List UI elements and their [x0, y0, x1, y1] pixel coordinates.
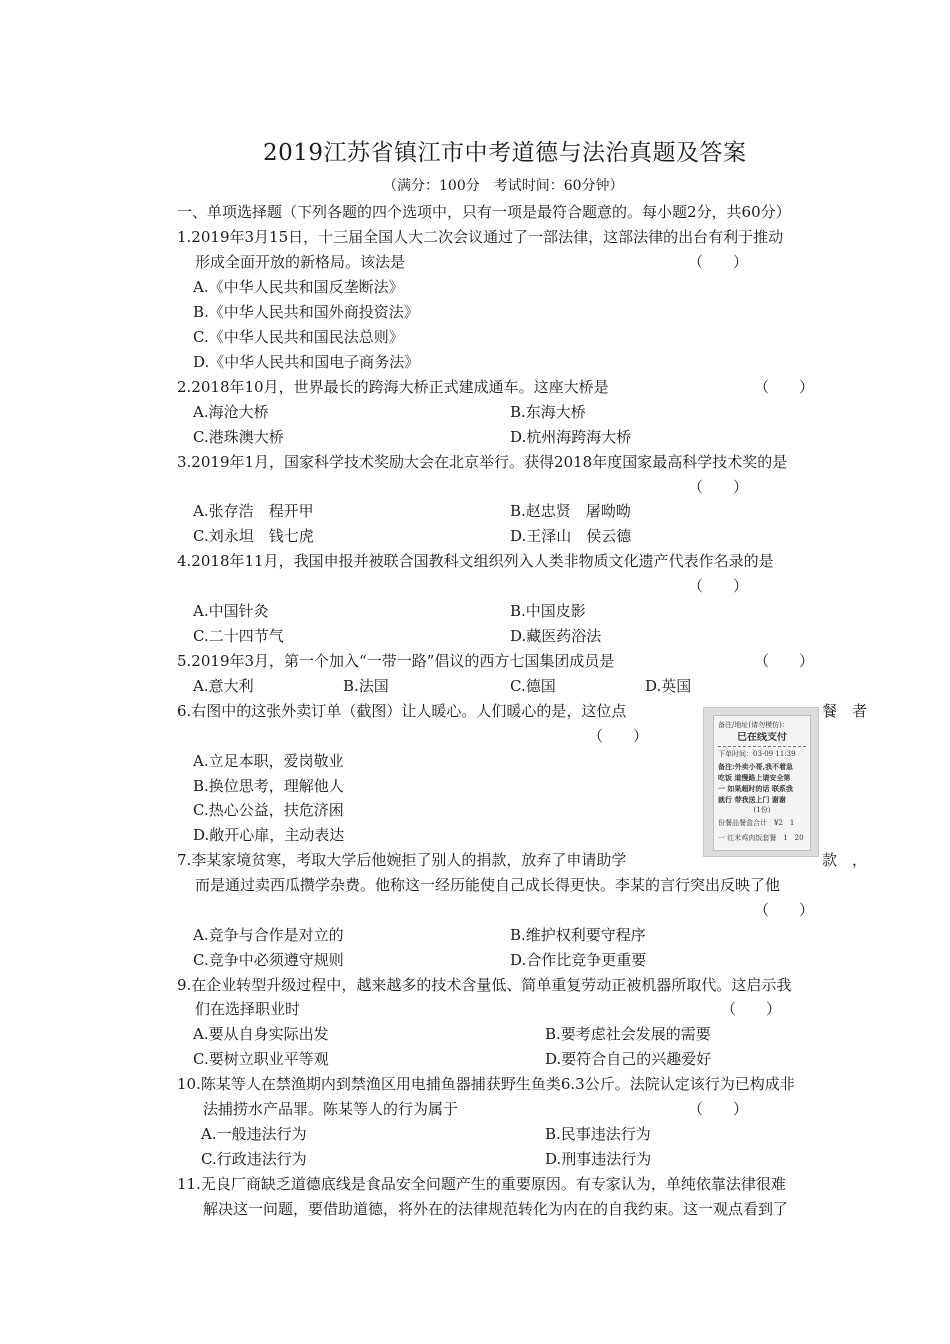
- answer-bracket: （ ）: [754, 901, 815, 919]
- option: C.竞争中必须遵守规则: [193, 951, 344, 969]
- option: C.要树立职业平等观: [193, 1050, 329, 1068]
- question-text: 4.2018年11月，我国申报并被联合国教科文组织列入人类非物质文化遗产代表作名录的是: [177, 552, 774, 570]
- option: A.中国针灸: [193, 602, 269, 620]
- delivery-order-photo: [703, 707, 819, 857]
- receipt-line: 备注/地址(请勿模仿)：: [718, 721, 789, 729]
- question-text: 6.右图中的这张外卖订单（截图）让人暖心。人们暖心的是，这位点: [177, 702, 627, 720]
- option: D.《中华人民共和国电子商务法》: [193, 353, 420, 371]
- option: B.换位思考，理解他人: [193, 777, 344, 795]
- page-title: 2019江苏省镇江市中考道德与法治真题及答案: [263, 140, 747, 166]
- question-text: 解决这一问题，要借助道德，将外在的法律规范转化为内在的自我约束。这一观点看到了: [203, 1200, 789, 1218]
- receipt-line: 吃饭 道慢路上请安全第: [718, 773, 791, 782]
- question-text: 餐 者: [822, 702, 868, 720]
- option: D.王泽山 侯云德: [510, 527, 632, 545]
- exam-info: （满分：100分 考试时间：60分钟）: [383, 178, 624, 194]
- question-text: 款 ，: [822, 851, 868, 869]
- option: B.维护权利要守程序: [510, 926, 646, 944]
- option: C.刘永坦 钱七虎: [193, 527, 314, 545]
- receipt-line: 就行 带我送上门 谢谢: [718, 795, 786, 804]
- question-text: 5.2019年3月，第一个加入“一带一路”倡议的西方七国集团成员是: [177, 652, 615, 670]
- option: B.中国皮影: [510, 602, 586, 620]
- answer-bracket: （ ）: [688, 1100, 749, 1118]
- option: C.行政违法行为: [201, 1150, 307, 1168]
- option: A.意大利: [193, 677, 254, 695]
- receipt-line: 下单时间：03-09 11:39: [718, 750, 796, 758]
- option: C.《中华人民共和国民法总则》: [193, 328, 404, 346]
- option: B.《中华人民共和国外商投资法》: [193, 303, 419, 321]
- option: A.海沧大桥: [193, 403, 269, 421]
- receipt-line: 一 红米鸡肉饭套餐 1 20: [718, 834, 804, 842]
- question-text: 2.2018年10月，世界最长的跨海大桥正式建成通车。这座大桥是: [177, 378, 609, 396]
- question-text: 法捕捞水产品罪。陈某等人的行为属于: [203, 1100, 459, 1118]
- question-text: 10.陈某等人在禁渔期内到禁渔区用电捕鱼器捕获野生鱼类6.3公斤。法院认定该行为已构成非: [177, 1075, 795, 1093]
- question-text: 形成全面开放的新格局。该法是: [195, 253, 406, 271]
- option: A.立足本职，爱岗敬业: [193, 752, 344, 770]
- option: B.要考虑社会发展的需要: [545, 1025, 711, 1043]
- answer-bracket: （ ）: [754, 378, 815, 396]
- option: B.民事违法行为: [545, 1125, 651, 1143]
- question-text: 9.在企业转型升级过程中，越来越多的技术含量低、简单重复劳动正被机器所取代。这启示我: [177, 976, 792, 994]
- option: D.藏医药浴法: [510, 627, 602, 645]
- question-text: 而是通过卖西瓜攒学杂费。他称这一经历能使自己成长得更快。李某的言行突出反映了他: [195, 876, 781, 894]
- option: A.一般违法行为: [201, 1125, 307, 1143]
- divider: [718, 746, 806, 747]
- receipt-line: 份餐品餐盒合计 ¥2 1: [718, 819, 795, 827]
- answer-bracket: （ ）: [688, 478, 749, 496]
- question-text: 3.2019年1月，国家科学技术奖励大会在北京举行。获得2018年度国家最高科学技术奖的是: [177, 453, 788, 471]
- option: B.赵忠贤 屠呦呦: [510, 502, 631, 520]
- receipt-line: 已在线支付: [737, 732, 787, 743]
- option: C.港珠澳大桥: [193, 428, 284, 446]
- receipt-line: (1份): [753, 806, 771, 814]
- option: D.合作比竞争更重要: [510, 951, 647, 969]
- option: D.杭州海跨海大桥: [510, 428, 632, 446]
- option: A.《中华人民共和国反垄断法》: [193, 278, 404, 296]
- option: D.要符合自己的兴趣爱好: [545, 1050, 712, 1068]
- option: A.要从自身实际出发: [193, 1025, 329, 1043]
- option: C.德国: [510, 677, 556, 695]
- question-text: 7.李某家境贫寒，考取大学后他婉拒了别人的捐款，放弃了申请助学: [177, 851, 627, 869]
- answer-bracket: （ ）: [754, 652, 815, 670]
- option: A.张存浩 程开甲: [193, 502, 314, 520]
- option: D.刑事违法行为: [545, 1150, 652, 1168]
- answer-bracket: （ ）: [721, 1000, 782, 1018]
- answer-bracket: （ ）: [688, 253, 749, 271]
- option: B.东海大桥: [510, 403, 586, 421]
- option: C.二十四节气: [193, 627, 284, 645]
- receipt-line: 一 如果超时的话 联系我: [718, 784, 793, 793]
- option: D.敞开心扉，主动表达: [193, 826, 345, 844]
- question-text: 们在选择职业时: [195, 1000, 301, 1018]
- option: C.热心公益，扶危济困: [193, 801, 344, 819]
- option: D.英国: [645, 677, 692, 695]
- question-text: 1.2019年3月15日，十三届全国人大二次会议通过了一部法律，这部法律的出台有利于推动: [177, 228, 784, 246]
- receipt-line: 备注:外卖小哥,我不着急: [718, 762, 794, 771]
- answer-bracket: （ ）: [688, 577, 749, 595]
- option: A.竞争与合作是对立的: [193, 926, 344, 944]
- question-text: 11.无良厂商缺乏道德底线是食品安全问题产生的重要原因。有专家认为，单纯依靠法律很难: [177, 1175, 786, 1193]
- order-receipt: [713, 715, 811, 851]
- option: B.法国: [343, 677, 389, 695]
- answer-bracket: （ ）: [588, 727, 649, 745]
- section-heading: 一、单项选择题（下列各题的四个选项中，只有一项是最符合题意的。每小题2分，共60分）: [177, 203, 791, 221]
